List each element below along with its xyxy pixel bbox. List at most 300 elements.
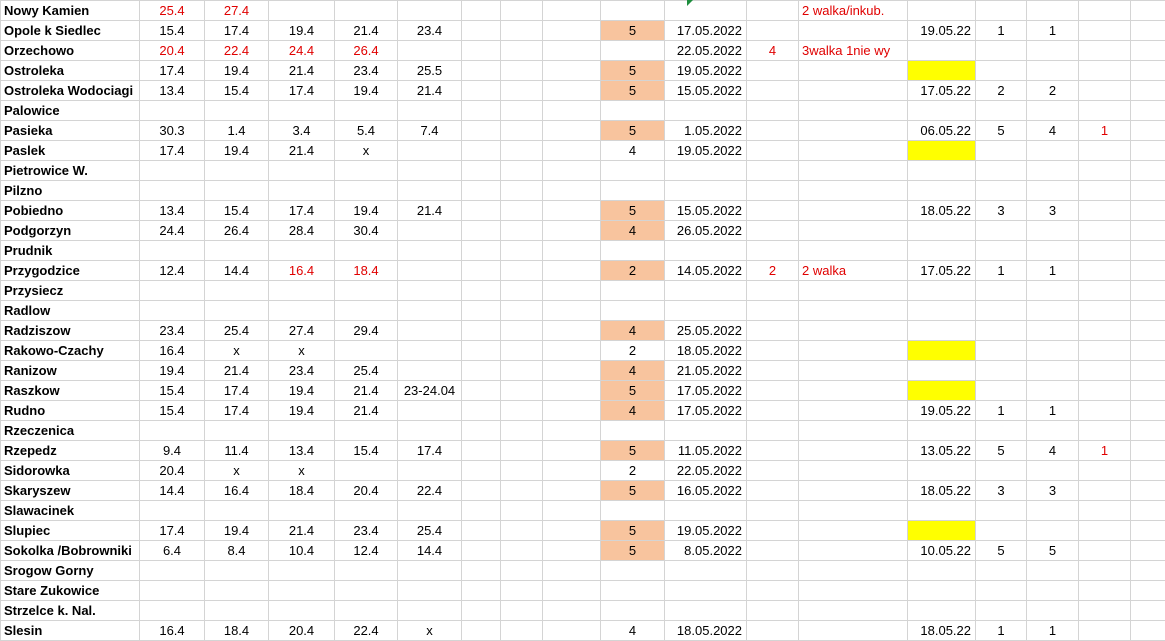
cell-x[interactable]: [747, 401, 799, 421]
cell-d5[interactable]: 25.4: [398, 521, 462, 541]
cell-note[interactable]: [799, 481, 908, 501]
cell-d5[interactable]: [398, 361, 462, 381]
cell-name[interactable]: Ostroleka: [1, 61, 140, 81]
cell-b[interactable]: [1027, 601, 1079, 621]
cell-empty[interactable]: [543, 241, 601, 261]
cell-a[interactable]: [976, 141, 1027, 161]
cell-date[interactable]: [665, 421, 747, 441]
cell-date2[interactable]: [908, 461, 976, 481]
cell-empty[interactable]: [1131, 481, 1165, 501]
cell-empty[interactable]: [1131, 381, 1165, 401]
cell-date[interactable]: [665, 281, 747, 301]
cell-x[interactable]: [747, 561, 799, 581]
cell-d2[interactable]: [205, 101, 269, 121]
cell-b[interactable]: [1027, 61, 1079, 81]
cell-d4[interactable]: 20.4: [335, 481, 398, 501]
cell-d4[interactable]: 18.4: [335, 261, 398, 281]
cell-note[interactable]: [799, 141, 908, 161]
cell-n[interactable]: 5: [601, 121, 665, 141]
cell-c[interactable]: [1079, 521, 1131, 541]
cell-d4[interactable]: [335, 461, 398, 481]
cell-note[interactable]: [799, 101, 908, 121]
cell-d3[interactable]: 18.4: [269, 481, 335, 501]
cell-d5[interactable]: [398, 161, 462, 181]
cell-d5[interactable]: [398, 281, 462, 301]
cell-empty[interactable]: [1131, 441, 1165, 461]
cell-empty[interactable]: [543, 81, 601, 101]
cell-d3[interactable]: [269, 181, 335, 201]
cell-n[interactable]: [601, 1, 665, 21]
cell-empty[interactable]: [462, 361, 501, 381]
cell-empty[interactable]: [462, 141, 501, 161]
cell-c[interactable]: [1079, 481, 1131, 501]
cell-d5[interactable]: [398, 141, 462, 161]
cell-x[interactable]: [747, 601, 799, 621]
cell-d1[interactable]: 17.4: [140, 61, 205, 81]
cell-empty[interactable]: [462, 41, 501, 61]
cell-name[interactable]: Strzelce k. Nal.: [1, 601, 140, 621]
cell-empty[interactable]: [1131, 141, 1165, 161]
cell-name[interactable]: Srogow Gorny: [1, 561, 140, 581]
cell-b[interactable]: [1027, 501, 1079, 521]
cell-n[interactable]: [601, 601, 665, 621]
cell-d4[interactable]: 15.4: [335, 441, 398, 461]
cell-note[interactable]: [799, 441, 908, 461]
cell-d3[interactable]: [269, 561, 335, 581]
cell-d2[interactable]: [205, 241, 269, 261]
cell-d4[interactable]: [335, 161, 398, 181]
cell-date2[interactable]: [908, 281, 976, 301]
cell-date2[interactable]: [908, 301, 976, 321]
cell-c[interactable]: [1079, 181, 1131, 201]
cell-d2[interactable]: [205, 161, 269, 181]
cell-n[interactable]: 4: [601, 141, 665, 161]
cell-d2[interactable]: 21.4: [205, 361, 269, 381]
cell-c[interactable]: 1: [1079, 441, 1131, 461]
cell-note[interactable]: [799, 421, 908, 441]
cell-d1[interactable]: 24.4: [140, 221, 205, 241]
cell-empty[interactable]: [501, 41, 543, 61]
cell-d2[interactable]: [205, 421, 269, 441]
cell-d5[interactable]: 7.4: [398, 121, 462, 141]
cell-d5[interactable]: 23.4: [398, 21, 462, 41]
cell-d5[interactable]: [398, 221, 462, 241]
cell-n[interactable]: 4: [601, 401, 665, 421]
cell-c[interactable]: 1: [1079, 121, 1131, 141]
cell-date2[interactable]: 17.05.22: [908, 81, 976, 101]
cell-c[interactable]: [1079, 581, 1131, 601]
cell-d3[interactable]: 17.4: [269, 201, 335, 221]
cell-date[interactable]: [665, 181, 747, 201]
cell-empty[interactable]: [501, 1, 543, 21]
cell-note[interactable]: [799, 541, 908, 561]
cell-d5[interactable]: x: [398, 621, 462, 641]
cell-empty[interactable]: [501, 221, 543, 241]
cell-empty[interactable]: [1131, 461, 1165, 481]
cell-d4[interactable]: [335, 181, 398, 201]
cell-d4[interactable]: 25.4: [335, 361, 398, 381]
cell-c[interactable]: [1079, 601, 1131, 621]
cell-d2[interactable]: 18.4: [205, 621, 269, 641]
cell-date2[interactable]: 18.05.22: [908, 481, 976, 501]
cell-n[interactable]: [601, 41, 665, 61]
cell-d1[interactable]: 16.4: [140, 341, 205, 361]
cell-empty[interactable]: [1131, 501, 1165, 521]
cell-empty[interactable]: [462, 461, 501, 481]
cell-name[interactable]: Sokolka /Bobrowniki: [1, 541, 140, 561]
cell-name[interactable]: Rakowo-Czachy: [1, 341, 140, 361]
cell-d4[interactable]: [335, 581, 398, 601]
cell-empty[interactable]: [543, 381, 601, 401]
cell-date2[interactable]: [908, 101, 976, 121]
cell-d4[interactable]: 21.4: [335, 381, 398, 401]
cell-d1[interactable]: [140, 501, 205, 521]
cell-empty[interactable]: [543, 621, 601, 641]
cell-b[interactable]: [1027, 521, 1079, 541]
cell-d3[interactable]: [269, 241, 335, 261]
cell-empty[interactable]: [462, 1, 501, 21]
cell-d2[interactable]: 25.4: [205, 321, 269, 341]
cell-a[interactable]: [976, 521, 1027, 541]
cell-empty[interactable]: [501, 241, 543, 261]
cell-empty[interactable]: [501, 461, 543, 481]
cell-c[interactable]: [1079, 401, 1131, 421]
cell-note[interactable]: [799, 621, 908, 641]
cell-d1[interactable]: [140, 101, 205, 121]
cell-d3[interactable]: x: [269, 461, 335, 481]
cell-n[interactable]: 5: [601, 441, 665, 461]
cell-empty[interactable]: [543, 341, 601, 361]
cell-d3[interactable]: 19.4: [269, 401, 335, 421]
cell-name[interactable]: Sidorowka: [1, 461, 140, 481]
cell-d3[interactable]: 21.4: [269, 521, 335, 541]
cell-date[interactable]: 19.05.2022: [665, 521, 747, 541]
cell-n[interactable]: [601, 181, 665, 201]
cell-d3[interactable]: x: [269, 341, 335, 361]
cell-name[interactable]: Ostroleka Wodociagi: [1, 81, 140, 101]
cell-d2[interactable]: x: [205, 461, 269, 481]
cell-x[interactable]: [747, 581, 799, 601]
cell-empty[interactable]: [1131, 121, 1165, 141]
cell-b[interactable]: [1027, 141, 1079, 161]
cell-d5[interactable]: [398, 561, 462, 581]
cell-empty[interactable]: [501, 601, 543, 621]
cell-n[interactable]: 5: [601, 61, 665, 81]
cell-n[interactable]: 4: [601, 221, 665, 241]
cell-empty[interactable]: [1131, 361, 1165, 381]
cell-name[interactable]: Rudno: [1, 401, 140, 421]
cell-d3[interactable]: 28.4: [269, 221, 335, 241]
cell-empty[interactable]: [543, 441, 601, 461]
cell-date2[interactable]: [908, 241, 976, 261]
cell-d1[interactable]: 14.4: [140, 481, 205, 501]
cell-date[interactable]: 16.05.2022: [665, 481, 747, 501]
cell-b[interactable]: [1027, 241, 1079, 261]
cell-c[interactable]: [1079, 461, 1131, 481]
cell-d5[interactable]: 22.4: [398, 481, 462, 501]
cell-d1[interactable]: 23.4: [140, 321, 205, 341]
cell-d3[interactable]: [269, 281, 335, 301]
cell-empty[interactable]: [462, 521, 501, 541]
cell-empty[interactable]: [501, 121, 543, 141]
cell-b[interactable]: [1027, 341, 1079, 361]
cell-d3[interactable]: 10.4: [269, 541, 335, 561]
cell-a[interactable]: [976, 241, 1027, 261]
cell-empty[interactable]: [543, 541, 601, 561]
cell-n[interactable]: 2: [601, 461, 665, 481]
cell-empty[interactable]: [1131, 101, 1165, 121]
cell-d2[interactable]: 27.4: [205, 1, 269, 21]
cell-d4[interactable]: 29.4: [335, 321, 398, 341]
cell-empty[interactable]: [501, 581, 543, 601]
cell-b[interactable]: [1027, 281, 1079, 301]
cell-date[interactable]: [665, 501, 747, 521]
cell-note[interactable]: [799, 221, 908, 241]
cell-n[interactable]: [601, 301, 665, 321]
cell-b[interactable]: [1027, 161, 1079, 181]
cell-date2[interactable]: 18.05.22: [908, 621, 976, 641]
cell-a[interactable]: [976, 1, 1027, 21]
cell-date[interactable]: 11.05.2022: [665, 441, 747, 461]
cell-empty[interactable]: [462, 221, 501, 241]
cell-a[interactable]: 1: [976, 21, 1027, 41]
cell-date2[interactable]: [908, 1, 976, 21]
cell-empty[interactable]: [1131, 341, 1165, 361]
cell-a[interactable]: [976, 381, 1027, 401]
cell-empty[interactable]: [543, 221, 601, 241]
cell-empty[interactable]: [501, 621, 543, 641]
cell-date[interactable]: 21.05.2022: [665, 361, 747, 381]
cell-empty[interactable]: [501, 481, 543, 501]
cell-c[interactable]: [1079, 421, 1131, 441]
cell-empty[interactable]: [543, 481, 601, 501]
cell-d3[interactable]: 27.4: [269, 321, 335, 341]
cell-empty[interactable]: [1131, 421, 1165, 441]
cell-note[interactable]: [799, 401, 908, 421]
cell-empty[interactable]: [543, 281, 601, 301]
cell-note[interactable]: 2 walka: [799, 261, 908, 281]
cell-name[interactable]: Palowice: [1, 101, 140, 121]
cell-c[interactable]: [1079, 161, 1131, 181]
cell-d5[interactable]: 25.5: [398, 61, 462, 81]
cell-b[interactable]: 3: [1027, 201, 1079, 221]
cell-d4[interactable]: 30.4: [335, 221, 398, 241]
cell-a[interactable]: [976, 501, 1027, 521]
cell-n[interactable]: 5: [601, 201, 665, 221]
cell-name[interactable]: Skaryszew: [1, 481, 140, 501]
cell-empty[interactable]: [501, 341, 543, 361]
cell-d1[interactable]: [140, 281, 205, 301]
cell-empty[interactable]: [501, 261, 543, 281]
cell-d2[interactable]: 14.4: [205, 261, 269, 281]
cell-d4[interactable]: 12.4: [335, 541, 398, 561]
cell-x[interactable]: [747, 121, 799, 141]
cell-empty[interactable]: [543, 21, 601, 41]
cell-empty[interactable]: [1131, 541, 1165, 561]
cell-d3[interactable]: 16.4: [269, 261, 335, 281]
cell-empty[interactable]: [501, 381, 543, 401]
cell-d1[interactable]: 9.4: [140, 441, 205, 461]
cell-empty[interactable]: [1131, 561, 1165, 581]
cell-empty[interactable]: [501, 541, 543, 561]
cell-empty[interactable]: [462, 201, 501, 221]
cell-n[interactable]: 4: [601, 321, 665, 341]
cell-x[interactable]: [747, 461, 799, 481]
cell-x[interactable]: [747, 241, 799, 261]
cell-d3[interactable]: 17.4: [269, 81, 335, 101]
cell-a[interactable]: 1: [976, 261, 1027, 281]
cell-empty[interactable]: [1131, 401, 1165, 421]
cell-note[interactable]: [799, 521, 908, 541]
cell-d5[interactable]: [398, 581, 462, 601]
cell-date2[interactable]: [908, 341, 976, 361]
cell-empty[interactable]: [1131, 61, 1165, 81]
cell-d4[interactable]: [335, 341, 398, 361]
cell-name[interactable]: Slupiec: [1, 521, 140, 541]
cell-d3[interactable]: [269, 601, 335, 621]
cell-name[interactable]: Paslek: [1, 141, 140, 161]
cell-n[interactable]: 4: [601, 361, 665, 381]
cell-d1[interactable]: 15.4: [140, 381, 205, 401]
cell-empty[interactable]: [543, 181, 601, 201]
cell-empty[interactable]: [501, 181, 543, 201]
cell-empty[interactable]: [543, 601, 601, 621]
cell-d4[interactable]: [335, 301, 398, 321]
cell-b[interactable]: [1027, 101, 1079, 121]
cell-empty[interactable]: [1131, 21, 1165, 41]
cell-b[interactable]: 1: [1027, 261, 1079, 281]
cell-name[interactable]: Raszkow: [1, 381, 140, 401]
cell-name[interactable]: Prudnik: [1, 241, 140, 261]
cell-d5[interactable]: [398, 461, 462, 481]
cell-b[interactable]: [1027, 561, 1079, 581]
cell-empty[interactable]: [543, 361, 601, 381]
cell-name[interactable]: Radlow: [1, 301, 140, 321]
cell-name[interactable]: Pobiedno: [1, 201, 140, 221]
cell-d3[interactable]: [269, 1, 335, 21]
cell-a[interactable]: [976, 361, 1027, 381]
cell-d2[interactable]: 26.4: [205, 221, 269, 241]
cell-date2[interactable]: [908, 321, 976, 341]
cell-empty[interactable]: [1131, 601, 1165, 621]
cell-note[interactable]: [799, 381, 908, 401]
cell-d2[interactable]: 17.4: [205, 21, 269, 41]
cell-empty[interactable]: [462, 401, 501, 421]
cell-note[interactable]: [799, 301, 908, 321]
cell-d2[interactable]: [205, 601, 269, 621]
cell-empty[interactable]: [543, 161, 601, 181]
cell-a[interactable]: [976, 301, 1027, 321]
cell-n[interactable]: 4: [601, 621, 665, 641]
cell-date2[interactable]: [908, 601, 976, 621]
cell-d3[interactable]: 19.4: [269, 381, 335, 401]
cell-empty[interactable]: [501, 281, 543, 301]
cell-d3[interactable]: 23.4: [269, 361, 335, 381]
cell-d5[interactable]: [398, 241, 462, 261]
cell-note[interactable]: [799, 181, 908, 201]
cell-b[interactable]: 3: [1027, 481, 1079, 501]
cell-empty[interactable]: [543, 401, 601, 421]
cell-note[interactable]: [799, 601, 908, 621]
cell-a[interactable]: 5: [976, 121, 1027, 141]
cell-date[interactable]: [665, 581, 747, 601]
cell-d5[interactable]: 17.4: [398, 441, 462, 461]
cell-n[interactable]: 5: [601, 381, 665, 401]
cell-d3[interactable]: [269, 161, 335, 181]
cell-d2[interactable]: 17.4: [205, 401, 269, 421]
cell-empty[interactable]: [462, 561, 501, 581]
cell-empty[interactable]: [543, 561, 601, 581]
cell-d2[interactable]: x: [205, 341, 269, 361]
cell-empty[interactable]: [543, 101, 601, 121]
cell-d1[interactable]: [140, 561, 205, 581]
cell-date[interactable]: 17.05.2022: [665, 401, 747, 421]
cell-b[interactable]: 1: [1027, 401, 1079, 421]
cell-note[interactable]: 2 walka/inkub.: [799, 1, 908, 21]
cell-empty[interactable]: [501, 101, 543, 121]
cell-n[interactable]: [601, 161, 665, 181]
cell-d1[interactable]: 13.4: [140, 81, 205, 101]
cell-name[interactable]: Pasieka: [1, 121, 140, 141]
cell-b[interactable]: 1: [1027, 621, 1079, 641]
cell-empty[interactable]: [543, 301, 601, 321]
cell-n[interactable]: 5: [601, 481, 665, 501]
cell-x[interactable]: [747, 1, 799, 21]
cell-x[interactable]: [747, 201, 799, 221]
cell-empty[interactable]: [1131, 321, 1165, 341]
cell-d1[interactable]: 20.4: [140, 461, 205, 481]
cell-d3[interactable]: [269, 501, 335, 521]
cell-date2[interactable]: [908, 141, 976, 161]
cell-d4[interactable]: 5.4: [335, 121, 398, 141]
cell-d2[interactable]: 16.4: [205, 481, 269, 501]
cell-x[interactable]: [747, 361, 799, 381]
cell-empty[interactable]: [501, 21, 543, 41]
cell-d2[interactable]: 11.4: [205, 441, 269, 461]
cell-d4[interactable]: [335, 601, 398, 621]
cell-x[interactable]: [747, 501, 799, 521]
cell-date[interactable]: 22.05.2022: [665, 461, 747, 481]
cell-d5[interactable]: [398, 101, 462, 121]
cell-name[interactable]: Opole k Siedlec: [1, 21, 140, 41]
cell-c[interactable]: [1079, 301, 1131, 321]
cell-a[interactable]: 5: [976, 541, 1027, 561]
cell-empty[interactable]: [543, 141, 601, 161]
cell-empty[interactable]: [462, 261, 501, 281]
cell-note[interactable]: [799, 201, 908, 221]
cell-empty[interactable]: [1131, 181, 1165, 201]
cell-c[interactable]: [1079, 261, 1131, 281]
cell-date2[interactable]: [908, 581, 976, 601]
cell-c[interactable]: [1079, 621, 1131, 641]
cell-d5[interactable]: [398, 601, 462, 621]
cell-name[interactable]: Nowy Kamien: [1, 1, 140, 21]
cell-empty[interactable]: [543, 501, 601, 521]
cell-d5[interactable]: 21.4: [398, 81, 462, 101]
cell-date2[interactable]: [908, 561, 976, 581]
cell-note[interactable]: [799, 281, 908, 301]
cell-empty[interactable]: [1131, 221, 1165, 241]
cell-empty[interactable]: [501, 421, 543, 441]
cell-d2[interactable]: [205, 181, 269, 201]
cell-x[interactable]: 2: [747, 261, 799, 281]
cell-empty[interactable]: [501, 501, 543, 521]
cell-empty[interactable]: [1131, 241, 1165, 261]
cell-empty[interactable]: [543, 61, 601, 81]
cell-b[interactable]: 4: [1027, 441, 1079, 461]
cell-a[interactable]: [976, 61, 1027, 81]
cell-a[interactable]: 3: [976, 201, 1027, 221]
